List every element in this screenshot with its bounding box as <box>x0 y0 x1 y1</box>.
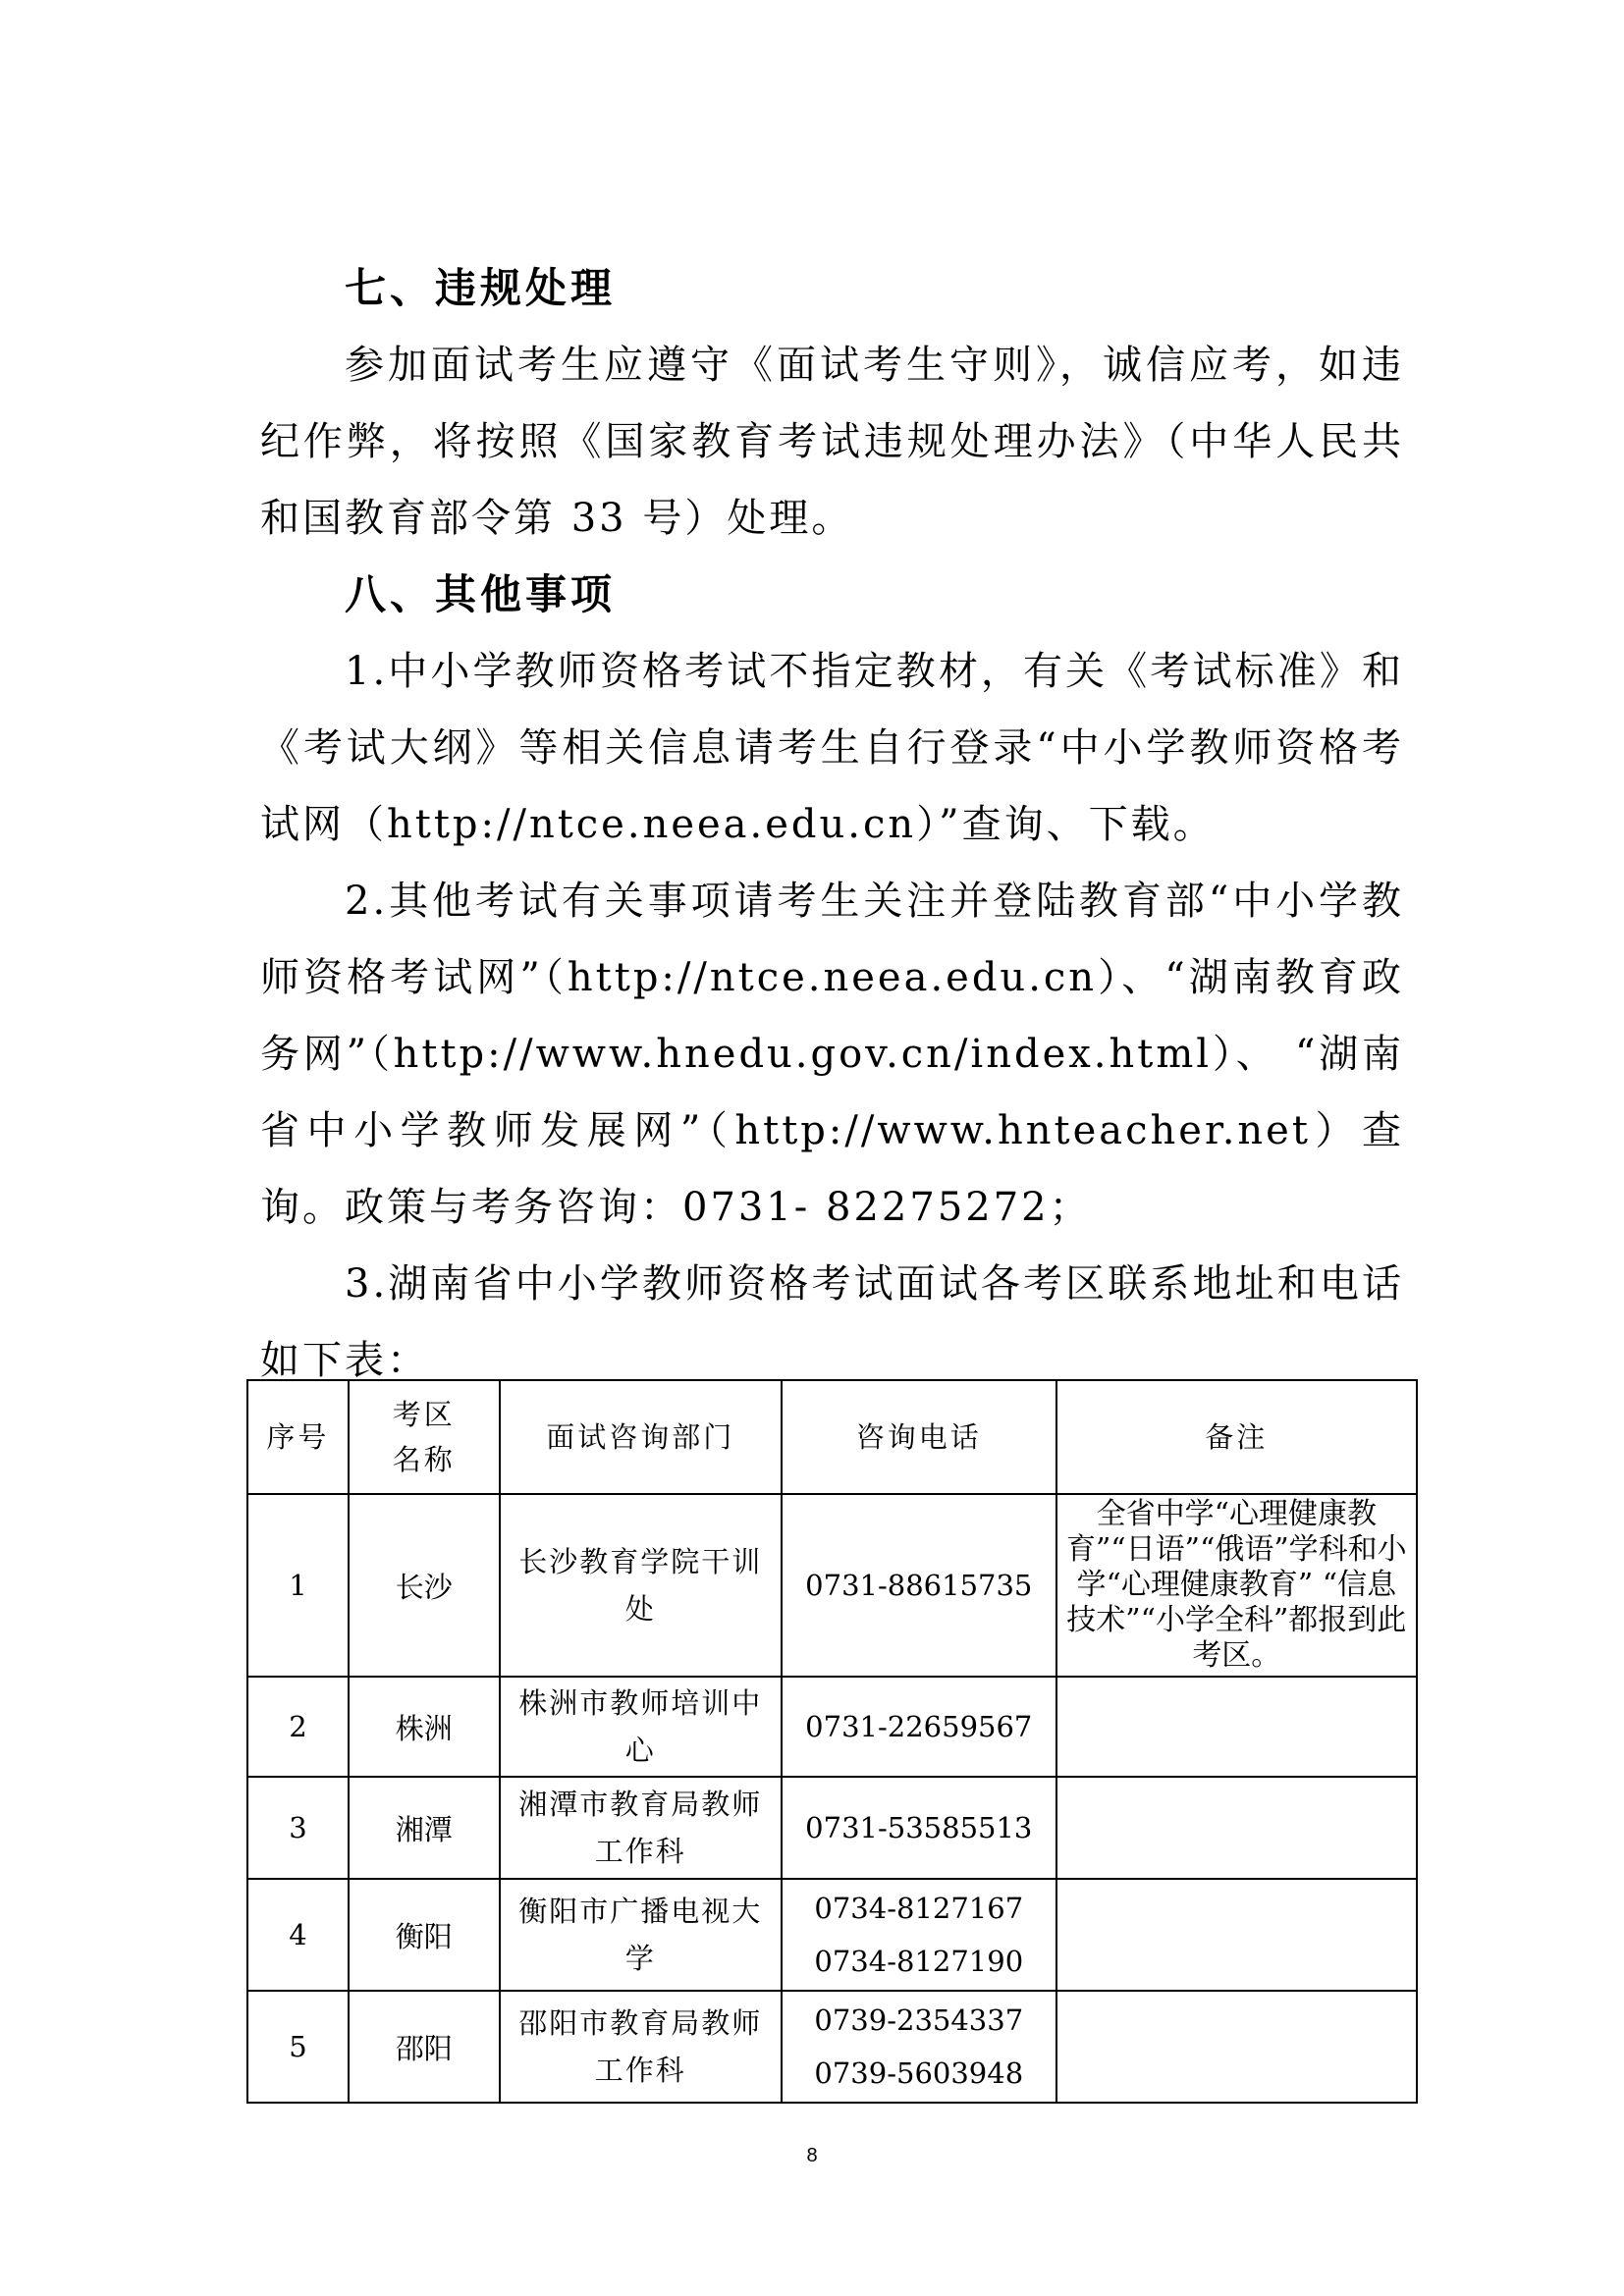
cell-dept: 邵阳市教育局教师工作科 <box>500 1991 782 2103</box>
cell-seq: 3 <box>247 1777 349 1879</box>
cell-note <box>1056 1777 1417 1879</box>
paragraph-item-1: 1.中小学教师资格考试不指定教材，有关《考试标准》和《考试大纲》等相关信息请考生自行登录“中小学教师资格考试网（http://ntce.neea.edu.cn）”查询、下载。 <box>260 649 1404 847</box>
cell-region: 湘潭 <box>349 1777 500 1879</box>
phone-number: 0739-5603948 <box>814 2056 1024 2090</box>
cell-phone <box>782 1677 1056 1777</box>
cell-note <box>1056 1879 1417 1991</box>
cell-region: 长沙 <box>349 1494 500 1677</box>
paragraph-violations: 参加面试考生应遵守《面试考生守则》，诚信应考，如违纪作弊，将按照《国家教育考试违规处理办法》（中华人民共和国教育部令第 33 号）处理。 <box>260 343 1404 541</box>
paragraph-item-2: 2.其他考试有关事项请考生关注并登陆教育部“中小学教师资格考试网”（http://ntce.neea.edu.cn）、“湖南教育政务网”（http://www.hnedu.gov.cn/index.html）、 “湖南省中小学教师发展网”（http://www.hnteacher.net）查询。政策与考务咨询：0731- 82275272； <box>260 879 1404 1230</box>
phone-number: 0731-88615735 <box>805 1569 1033 1602</box>
header-region <box>349 1380 500 1494</box>
cell-note: 全省中学“心理健康教育”“日语”“俄语”学科和小学“心理健康教育” “信息技术”“小学全科”都报到此考区。 <box>1056 1494 1417 1677</box>
page-number: 8 <box>806 2145 818 2166</box>
header-seq: 序号 <box>247 1380 349 1494</box>
cell-dept: 株洲市教师培训中心 <box>500 1677 782 1777</box>
cell-note <box>1056 1677 1417 1777</box>
phone-number: 0734-8127190 <box>814 1945 1024 1978</box>
cell-note <box>1056 1991 1417 2103</box>
cell-phone <box>782 1777 1056 1879</box>
header-phone: 咨询电话 <box>782 1380 1056 1494</box>
table-row <box>247 1777 1417 1879</box>
table-row <box>247 1991 1417 2103</box>
cell-region: 邵阳 <box>349 1991 500 2103</box>
header-note: 备注 <box>1056 1380 1417 1494</box>
section-heading-violations: 七、违规处理 <box>345 264 617 312</box>
header-region-line2: 名称 <box>392 1443 456 1476</box>
header-region-line1: 考区 <box>392 1398 456 1431</box>
table-row <box>247 1677 1417 1777</box>
cell-seq: 4 <box>247 1879 349 1991</box>
phone-number: 0731-53585513 <box>805 1811 1033 1844</box>
cell-seq: 1 <box>247 1494 349 1677</box>
paragraph-item-3: 3.湖南省中小学教师资格考试面试各考区联系地址和电话如下表： <box>260 1261 1404 1383</box>
table-row <box>247 1494 1417 1677</box>
document-body <box>260 250 1404 1399</box>
table-row <box>247 1879 1417 1991</box>
cell-dept: 湘潭市教育局教师工作科 <box>500 1777 782 1879</box>
cell-seq: 5 <box>247 1991 349 2103</box>
cell-seq: 2 <box>247 1677 349 1777</box>
table-header-row <box>247 1380 1417 1494</box>
section-heading-other-matters: 八、其他事项 <box>345 570 617 618</box>
cell-dept: 衡阳市广播电视大学 <box>500 1879 782 1991</box>
cell-dept: 长沙教育学院干训处 <box>500 1494 782 1677</box>
exam-region-contact-table <box>246 1379 1418 2104</box>
cell-phone <box>782 1494 1056 1677</box>
phone-number: 0739-2354337 <box>814 2003 1024 2037</box>
cell-region: 衡阳 <box>349 1879 500 1991</box>
cell-region: 株洲 <box>349 1677 500 1777</box>
cell-phone <box>782 1879 1056 1991</box>
phone-number: 0731-22659567 <box>805 1710 1033 1743</box>
phone-number: 0734-8127167 <box>814 1892 1024 1925</box>
cell-phone <box>782 1991 1056 2103</box>
header-dept: 面试咨询部门 <box>500 1380 782 1494</box>
